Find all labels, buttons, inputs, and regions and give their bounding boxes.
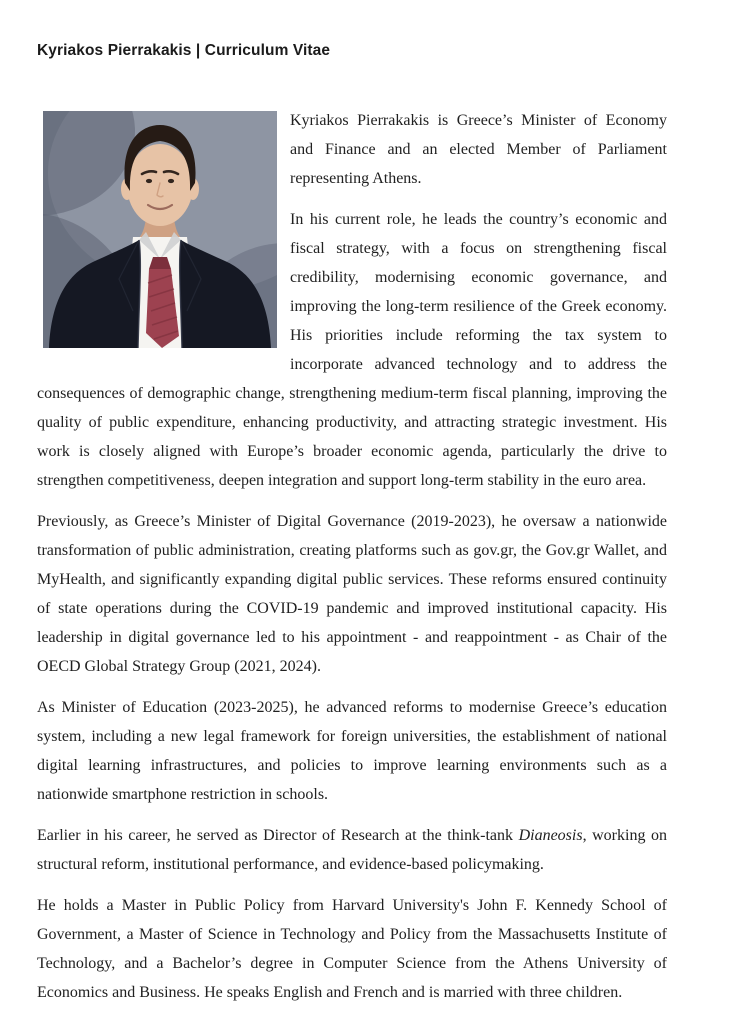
paragraph-digital-governance-text: Previously, as Greece’s Minister of Digital Governance (2019-2023), he oversaw a nationwide transformation of public administration, creating platforms such as gov.gr, the Gov.gr Wallet, and MyHealth, and significantly expanding digital public services. These reforms ensured continuity of state operations during the COVID-19 pandemic and improved institutional capacity. His leadership in digital governance led to his appointment - and reappointment - as Chair of the OECD Global Strategy Group (2021, 2024).	[37, 513, 667, 675]
dianeosis-think-tank-name: Dianeosis	[518, 827, 583, 844]
paragraph-digital-governance	[37, 507, 667, 681]
paragraph-intro: Kyriakos Pierrakakis is Greece’s Minister of Economy and Finance and an elected Member of Parliament representing Athens.	[290, 112, 667, 187]
paragraph-academic-background: He holds a Master in Public Policy from Harvard University's John F. Kennedy School of Government, a Master of Science in Technology and Policy from the Massachusetts Institute of Technology, and a Bachelor’s degree in Computer Science from the Athens University of Economics and Business. He speaks English and French and is married with three children.	[37, 897, 667, 1001]
paragraph-early-career	[37, 821, 667, 879]
portrait-photo	[43, 111, 277, 348]
document-title: Kyriakos Pierrakakis | Curriculum Vitae	[37, 42, 331, 59]
paragraph-current-role: In his current role, he leads the country’s economic and fiscal strategy, with a focus on strengthening fiscal credibility, modernising economic governance, and improving the long-term resilience of the Greek economy. His priorities include reforming the tax system to incorporate advanced technology and to address the consequences of demographic change, strengthening medium-term fiscal planning, improving the quality of public expenditure, enhancing productivity, and attracting strategic investment. His work is closely aligned with Europe’s broader economic agenda, particularly the drive to strengthen competitiveness, deepen integration and support long-term stability in the euro area.	[37, 211, 667, 489]
document-body	[37, 106, 667, 1019]
early-career-text-post: , working on structural reform, institutional performance, and evidence-based policymaking.	[37, 827, 668, 873]
portrait-photo-illustration	[43, 111, 277, 348]
paragraph-education-minister: As Minister of Education (2023-2025), he advanced reforms to modernise Greece’s education system, including a new legal framework for foreign universities, the establishment of national digital learning infrastructures, and policies to improve learning environments such as a nationwide smartphone restriction in schools.	[37, 699, 667, 803]
early-career-text-pre: Earlier in his career, he served as Director of Research at the think-tank	[37, 827, 519, 844]
